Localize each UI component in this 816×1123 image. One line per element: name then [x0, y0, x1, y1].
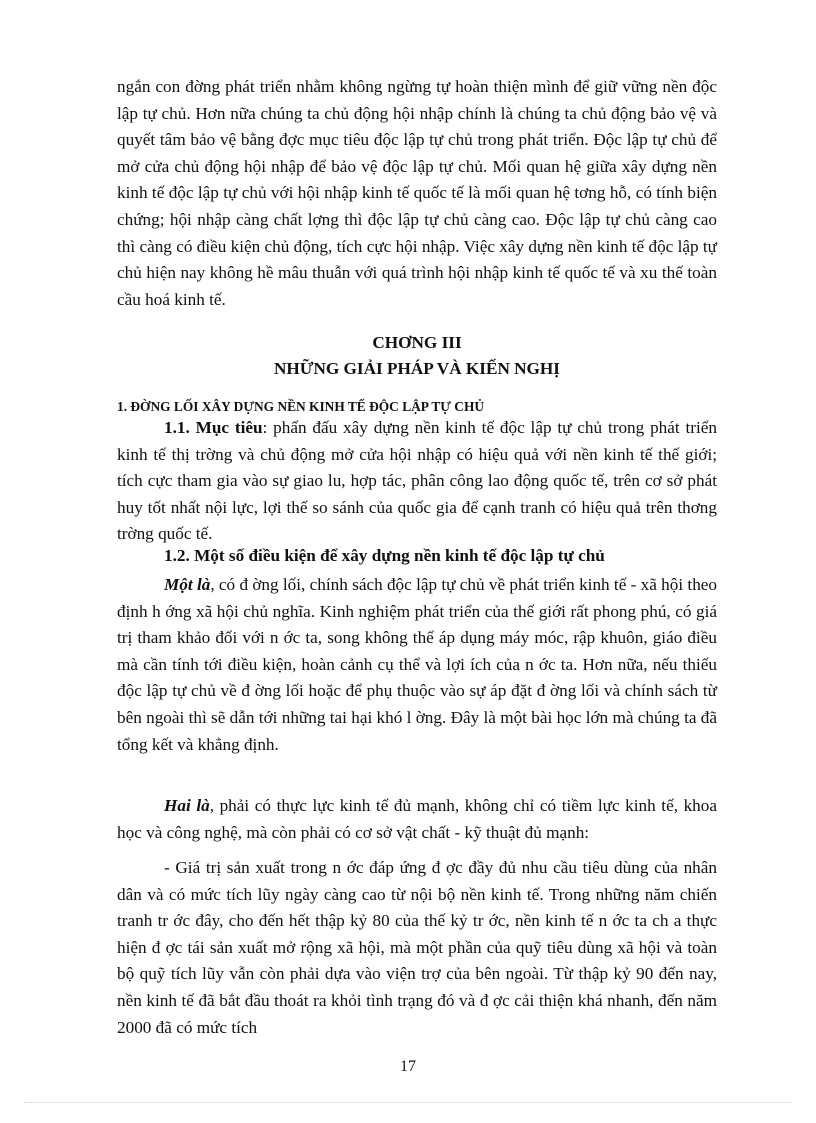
page-number: 17 [400, 1058, 416, 1075]
bullet-paragraph [117, 855, 717, 1041]
paragraph-text [117, 793, 717, 846]
condition-text: , phải có thực lực kinh tế đủ mạnh, không chỉ có tiềm lực kinh tế, khoa học và công nghệ, mà còn phải có cơ sở vật chất - kỹ thuật đủ mạnh: [117, 796, 717, 842]
paragraph-text [117, 415, 717, 548]
paragraph-objectives [117, 415, 717, 548]
paragraph-text: ngắn con đờng phát triển nhằm không ngừng tự hoàn thiện mình để giữ vững nền độc lập tự chủ. Hơn nữa chúng ta chủ động hội nhập chính là chúng ta chủ động bảo vệ và quyết tâm bảo vệ bằng đợc mục tiêu độc lập tự chủ trong phát triển. Độc lập tự chủ để mở cửa chủ động hội nhập để bảo vệ độc lập tự chủ. Mối quan hệ giữa xây dựng nền kinh tế độc lập tự chủ với hội nhập kinh tế quốc tế là mối quan hệ tơng hỗ, có tính biện chứng; hội nhập càng chất lợng thì độc lập tự chủ càng cao. Độc lập tự chủ càng cao thì càng có điều kiện chủ động, tích cực hội nhập. Việc xây dựng nền kinh tế độc lập tự chủ hiện nay không hề mâu thuẫn với quá trình hội nhập kinh tế quốc tế và xu thế toàn cầu hoá kinh tế. [117, 77, 717, 309]
subsection-heading: 1.2. Một số điều kiện để xây dựng nền kinh tế độc lập tự chủ [164, 546, 605, 565]
paragraph-text [117, 572, 717, 758]
paragraph-second-condition [117, 793, 717, 846]
paragraph [117, 74, 717, 313]
page-bottom-border [24, 1102, 792, 1103]
subsection-text: : phấn đấu xây dựng nền kinh tế độc lập tự chủ trong phát triển kinh tế thị trờng và chủ động mở cửa hội nhập có hiệu quả với nền kinh tế thế giới; tích cực tham gia vào sự giao lu, hợp tác, phân công lao động quốc tế, trên cơ sở phát huy tốt nhất nội lực, lợi thế so sánh của quốc gia để cạnh tranh có hiệu quả trên thơng trờng quốc tế. [117, 418, 717, 544]
condition-label: Hai là [164, 796, 210, 815]
condition-label: Một là [164, 575, 211, 594]
subsection-label: 1.1. Mục tiêu [164, 418, 263, 437]
condition-text: , có đ ờng lối, chính sách độc lập tự chủ về phát triển kinh tế - xã hội theo định h ớng xã hội chủ nghĩa. Kinh nghiệm phát triển của thế giới rất phong phú, có giá trị tham khảo đối với n ớc ta, song không thể áp dụng máy móc, rập khuôn, giáo điều mà cần tính tới điều kiện, hoàn cảnh cụ thể và lợi ích của n ớc ta. Hơn nữa, nếu thiếu độc lập tự chủ về đ ờng lối hoặc để phụ thuộc vào sự áp đặt đ ờng lối và chính sách từ bên ngoài thì sẽ dẫn tới những tai hại khó l ờng. Đây là một bài học lớn mà chúng ta đã tổng kết và khẳng định. [117, 575, 718, 754]
chapter-title: NHỮNG GIẢI PHÁP VÀ KIẾN NGHỊ [273, 359, 560, 378]
paragraph-text: - Giá trị sản xuất trong n ớc đáp ứng đ ợc đầy đủ nhu cầu tiêu dùng của nhân dân và có mức tích lũy ngày càng cao từ nội bộ nền kinh tế. Trong những năm chiến tranh tr ớc đây, cho đến hết thập kỷ 80 của thế kỷ tr ớc, nền kinh tế n ớc ta ch a thực hiện đ ợc tái sản xuất mở rộng xã hội, mà một phần của quỹ tiêu dùng xã hội và toàn bộ quỹ tích lũy vẫn còn phải dựa vào viện trợ của bên ngoài. Từ thập kỷ 90 đến nay, nền kinh tế đã bắt đầu thoát ra khỏi tình trạng đó và đ ợc cải thiện khá nhanh, đến năm 2000 đã có mức tích [117, 858, 717, 1037]
chapter-number: CHƠNG III [372, 333, 462, 352]
paragraph-first-condition [117, 572, 717, 758]
section-heading: 1. ĐỜNG LỐI XÂY DỰNG NỀN KINH TẾ ĐỘC LẬP TỰ CHỦ [117, 399, 485, 414]
